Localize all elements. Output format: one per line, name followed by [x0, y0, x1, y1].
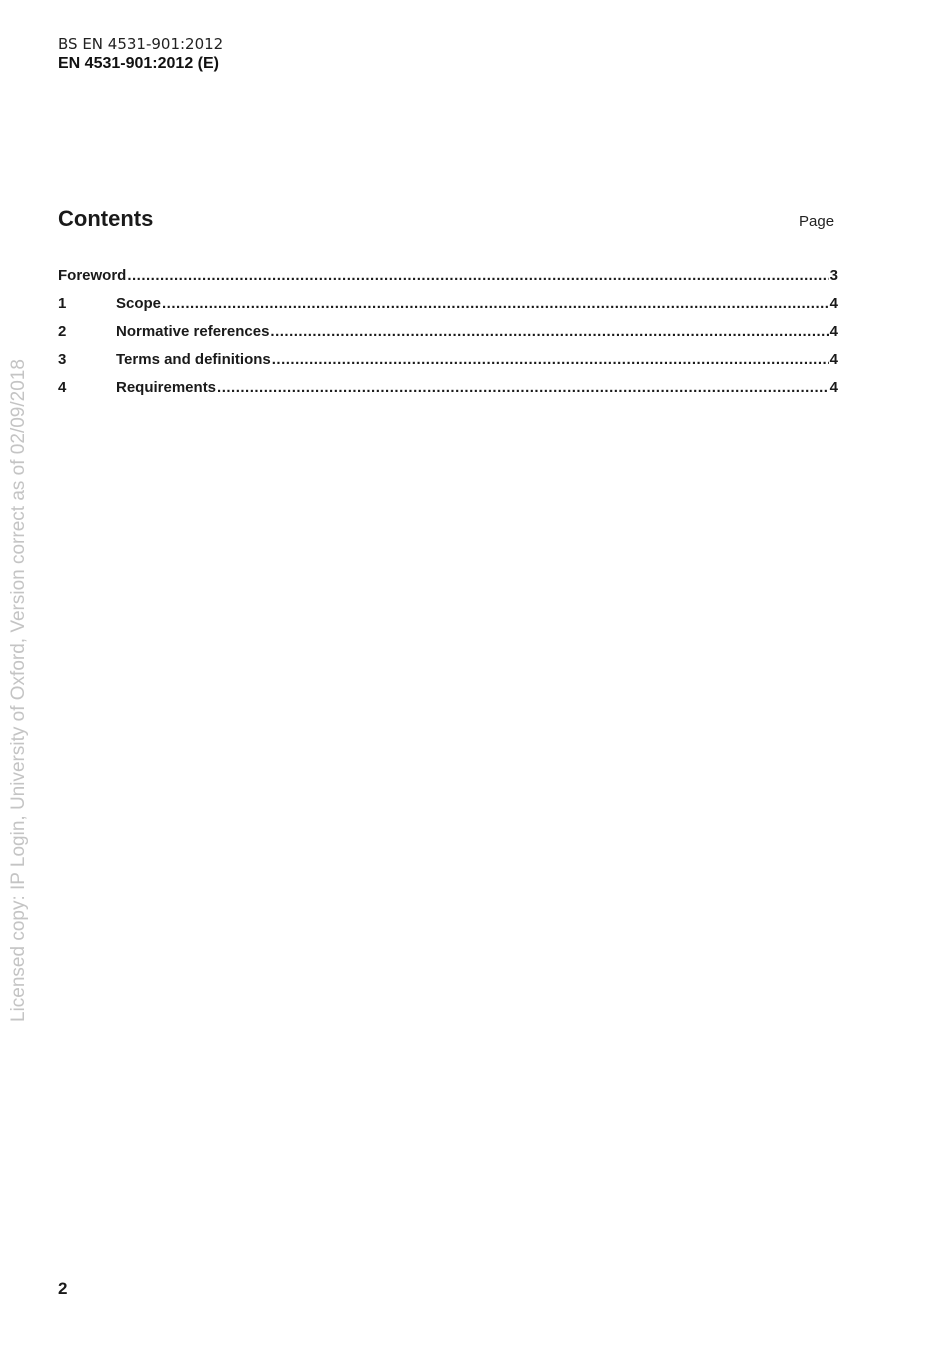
table-of-contents: [58, 267, 838, 407]
toc-entry-terms-and-definitions[interactable]: [58, 351, 838, 379]
toc-entry-title: Terms and definitions: [116, 351, 271, 368]
toc-entry-number: 2: [58, 323, 67, 340]
document-standard-code: BS EN 4531-901:2012: [58, 35, 224, 53]
page-number: 2: [58, 1279, 68, 1298]
toc-entry-number: 4: [58, 379, 67, 396]
toc-entry-foreword[interactable]: [58, 267, 838, 295]
toc-entry-number: 1: [58, 295, 67, 312]
toc-entry-scope[interactable]: [58, 295, 838, 323]
toc-entry-page: 4: [829, 379, 838, 396]
license-watermark: Licensed copy: IP Login, University of Oxford, Version correct as of 02/09/2018: [8, 359, 29, 1022]
toc-dot-leader: [272, 351, 829, 368]
toc-entry-page: 3: [829, 267, 838, 284]
toc-entry-number: 3: [58, 351, 67, 368]
document-edition-code: EN 4531-901:2012 (E): [58, 55, 219, 72]
toc-entry-normative-references[interactable]: [58, 323, 838, 351]
toc-dot-leader: [162, 295, 829, 312]
toc-entry-title: Foreword: [58, 267, 127, 284]
toc-entry-page: 4: [829, 351, 838, 368]
toc-entry-requirements[interactable]: [58, 379, 838, 407]
toc-dot-leader: [270, 323, 828, 340]
page-column-label: Page: [799, 213, 835, 230]
toc-entry-title: Normative references: [116, 323, 270, 340]
toc-entry-title: Scope: [116, 295, 162, 312]
toc-entry-title: Requirements: [116, 379, 217, 396]
contents-heading: Contents: [58, 206, 154, 231]
toc-dot-leader: [217, 379, 829, 396]
toc-entry-page: 4: [829, 323, 838, 340]
toc-entry-page: 4: [829, 295, 838, 312]
toc-dot-leader: [127, 267, 828, 284]
